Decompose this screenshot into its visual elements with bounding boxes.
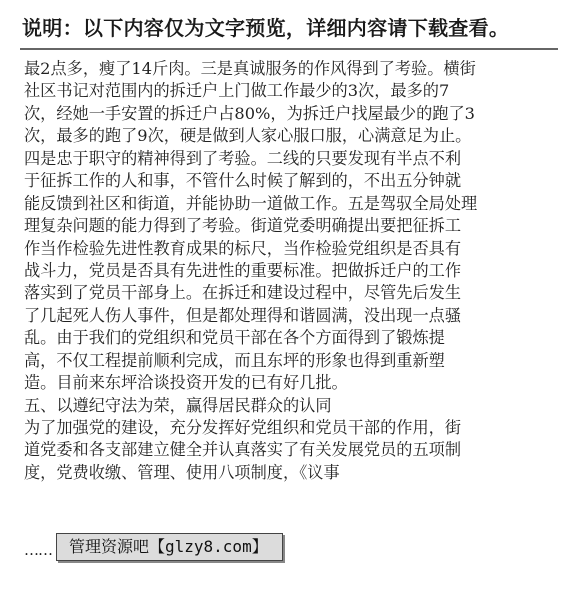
preview-notice: 说明：以下内容仅为文字预览，详细内容请下载查看。 <box>22 16 510 40</box>
body-line: 落实到了党员干部身上。在拆迁和建设过程中，尽管先后发生 <box>24 283 462 303</box>
body-line: 为了加强党的建设，充分发挥好党组织和党员干部的作用，街 <box>24 418 462 437</box>
body-line: 造。目前来东坪洽谈投资开发的已有好几批。 <box>24 373 348 393</box>
body-line: 作当作检验先进性教育成果的标尺，当作检验党组织是否具有 <box>24 238 462 258</box>
body-line: 能反馈到社区和街道，并能协助一道做工作。五是驾驭全局处理 <box>24 193 478 213</box>
body-line: 四是忠于职守的精神得到了考验。二线的只要发现有半点不利 <box>24 148 462 168</box>
body-line: 次，经她一手安置的拆迁户占80%，为拆迁户找屋最少的跑了3 <box>24 103 475 123</box>
body-line: 高，不仅工程提前顺利完成，而且东坪的形象也得到重新塑 <box>24 350 445 370</box>
body-line: 理复杂问题的能力得到了考验。街道党委明确提出要把征拆工 <box>24 216 462 236</box>
body-line: 于征拆工作的人和事，不管什么时候了解到的，不出五分钟就 <box>24 171 462 191</box>
document-body <box>24 58 559 484</box>
body-line: 次，最多的跑了9次，硬是做到人家心服口服，心满意足为止。 <box>24 126 472 146</box>
body-line: 最2点多，瘦了14斤肉。三是真诚服务的作风得到了考验。横街 <box>24 59 476 78</box>
section-heading: 五、以遵纪守法为荣，赢得居民群众的认同 <box>24 395 332 415</box>
body-line: 度，党费收缴、管理、使用八项制度，《议事 <box>24 462 340 482</box>
body-line: 道党委和各支部建立健全并认真落实了有关发展党员的五项制 <box>24 440 462 460</box>
truncation-ellipsis: …… <box>24 541 52 559</box>
body-line: 战斗力，党员是否具有先进性的重要标准。把做拆迁户的工作 <box>24 260 462 280</box>
body-line: 了几起死人伤人事件，但是都处理得和谐圆满，没出现一点骚 <box>24 305 462 325</box>
body-line: 社区书记对范围内的拆迁户上门做工作最少的3次，最多的7 <box>24 81 450 101</box>
watermark-badge: 管理资源吧【glzy8.com】 <box>56 533 283 561</box>
body-line: 乱。由于我们的党组织和党员干部在各个方面得到了锻炼提 <box>24 328 445 348</box>
footer <box>24 533 283 561</box>
header-divider <box>20 48 558 50</box>
